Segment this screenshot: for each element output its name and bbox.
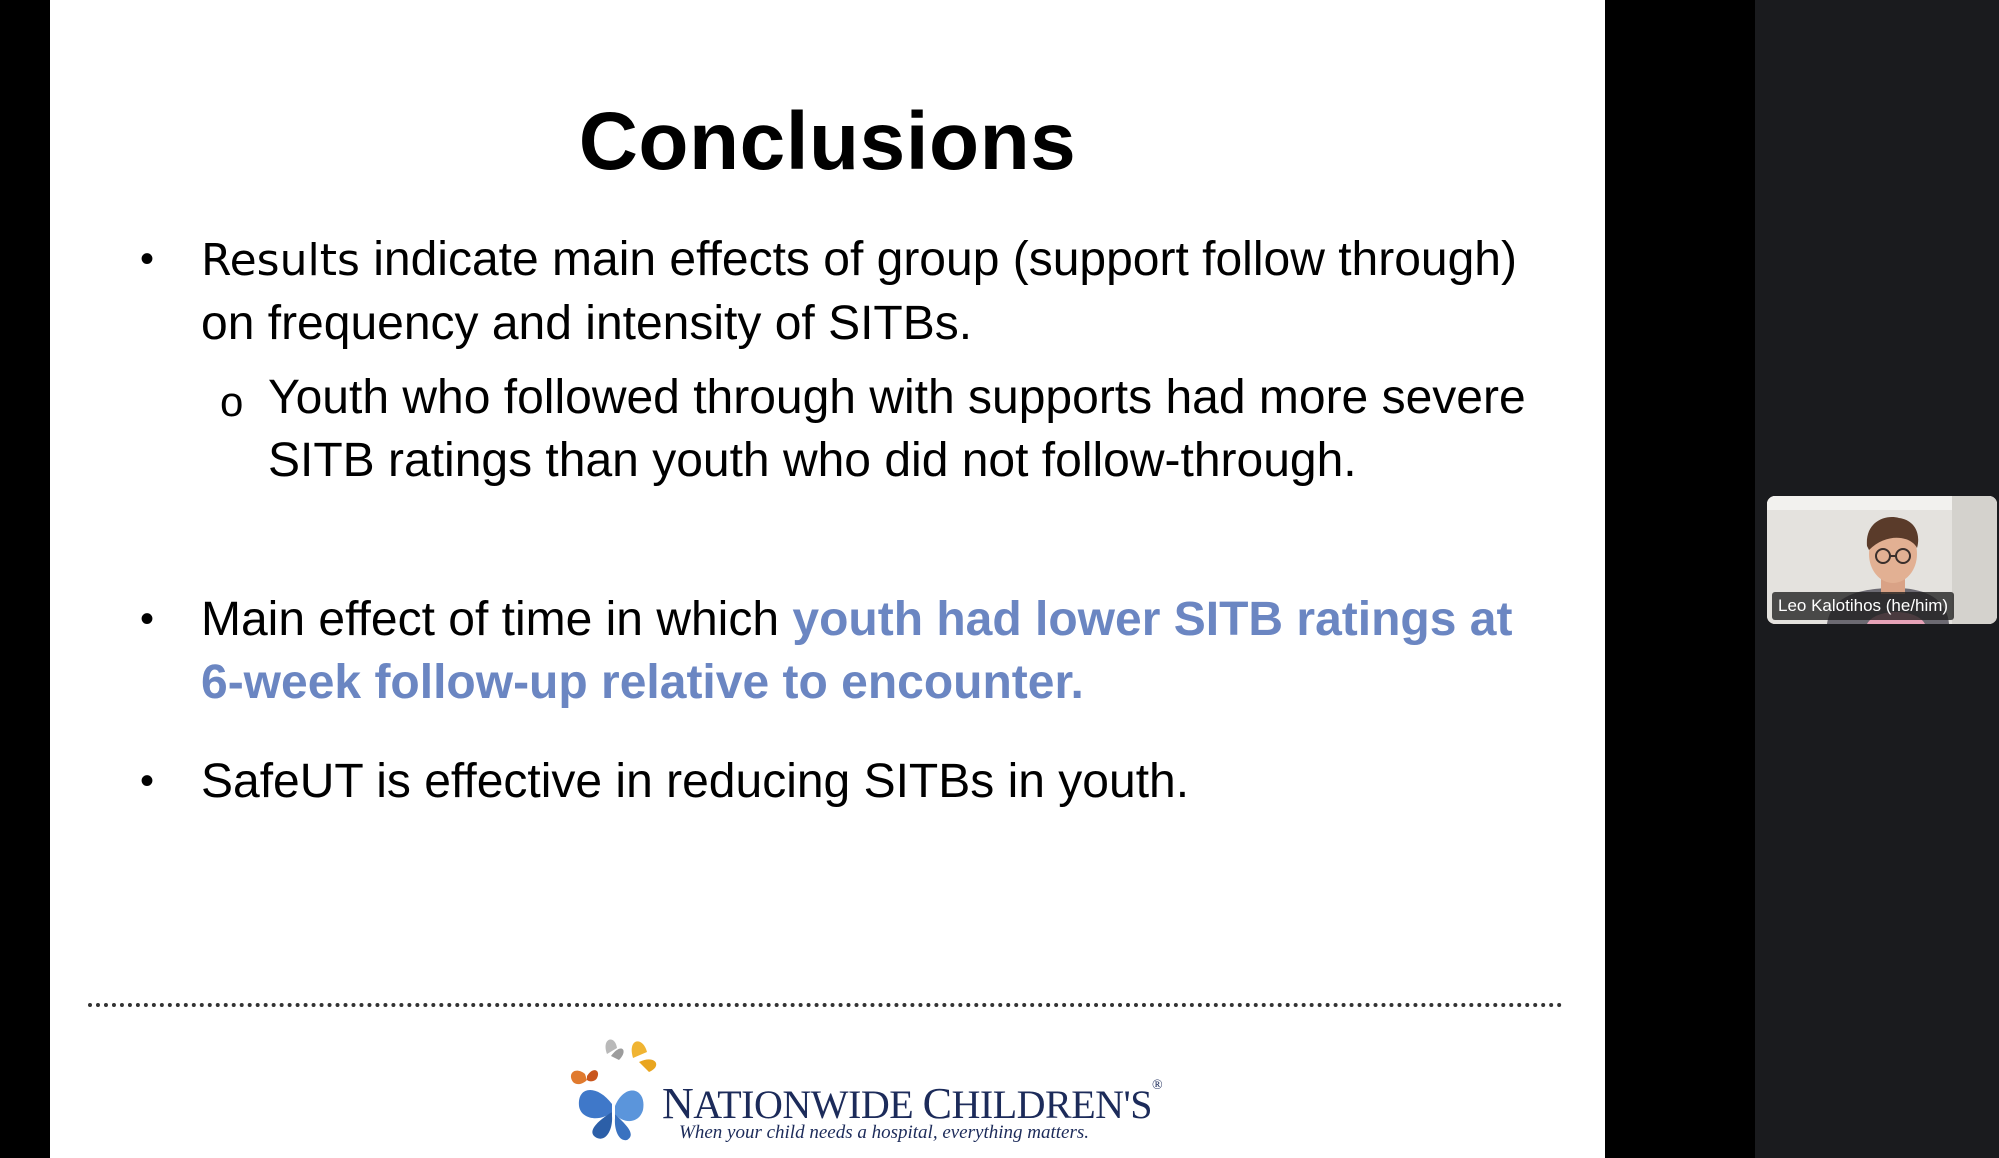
shared-slide xyxy=(50,0,1605,1158)
bullet-text xyxy=(201,588,1521,714)
bullet-text xyxy=(201,228,1521,355)
participant-name-label: Leo Kalotihos (he/him) xyxy=(1772,592,1954,620)
nationwide-childrens-logo xyxy=(567,1024,1163,1154)
dotted-divider xyxy=(88,1003,1563,1007)
sub-bullet-text: Youth who followed through with supports had more severe SITB ratings than youth who did not follow-through. xyxy=(268,371,1526,487)
logo-wordmark: NATIONWIDE CHILDREN'S® xyxy=(662,1078,1163,1128)
sub-bullet-item xyxy=(50,366,1605,556)
participant-video-tile[interactable] xyxy=(1767,496,1997,624)
bullet-icon: • xyxy=(140,597,155,641)
bullet-lead-word: Results xyxy=(201,235,360,286)
bullet-item xyxy=(50,588,1605,718)
bullet-body: indicate main effects of group (support follow through) on frequency and intensity of SITBs. xyxy=(201,233,1517,350)
bullet-icon: • xyxy=(140,237,155,281)
bullet-text: SafeUT is effective in reducing SITBs in youth. xyxy=(201,755,1190,808)
bullet-item xyxy=(50,228,1605,368)
bullet-icon: • xyxy=(140,759,155,803)
circle-bullet-icon: o xyxy=(220,378,244,425)
butterflies-icon xyxy=(567,1024,667,1144)
bullet-body: Main effect of time in which xyxy=(201,593,793,646)
logo-tagline: When your child needs a hospital, everything matters. xyxy=(679,1122,1090,1143)
slide-title: Conclusions xyxy=(578,96,1077,187)
highlighted-text: youth had lower SITB ratings at 6-week follow-up relative to encounter. xyxy=(201,593,1513,709)
bullet-item xyxy=(50,750,1605,820)
